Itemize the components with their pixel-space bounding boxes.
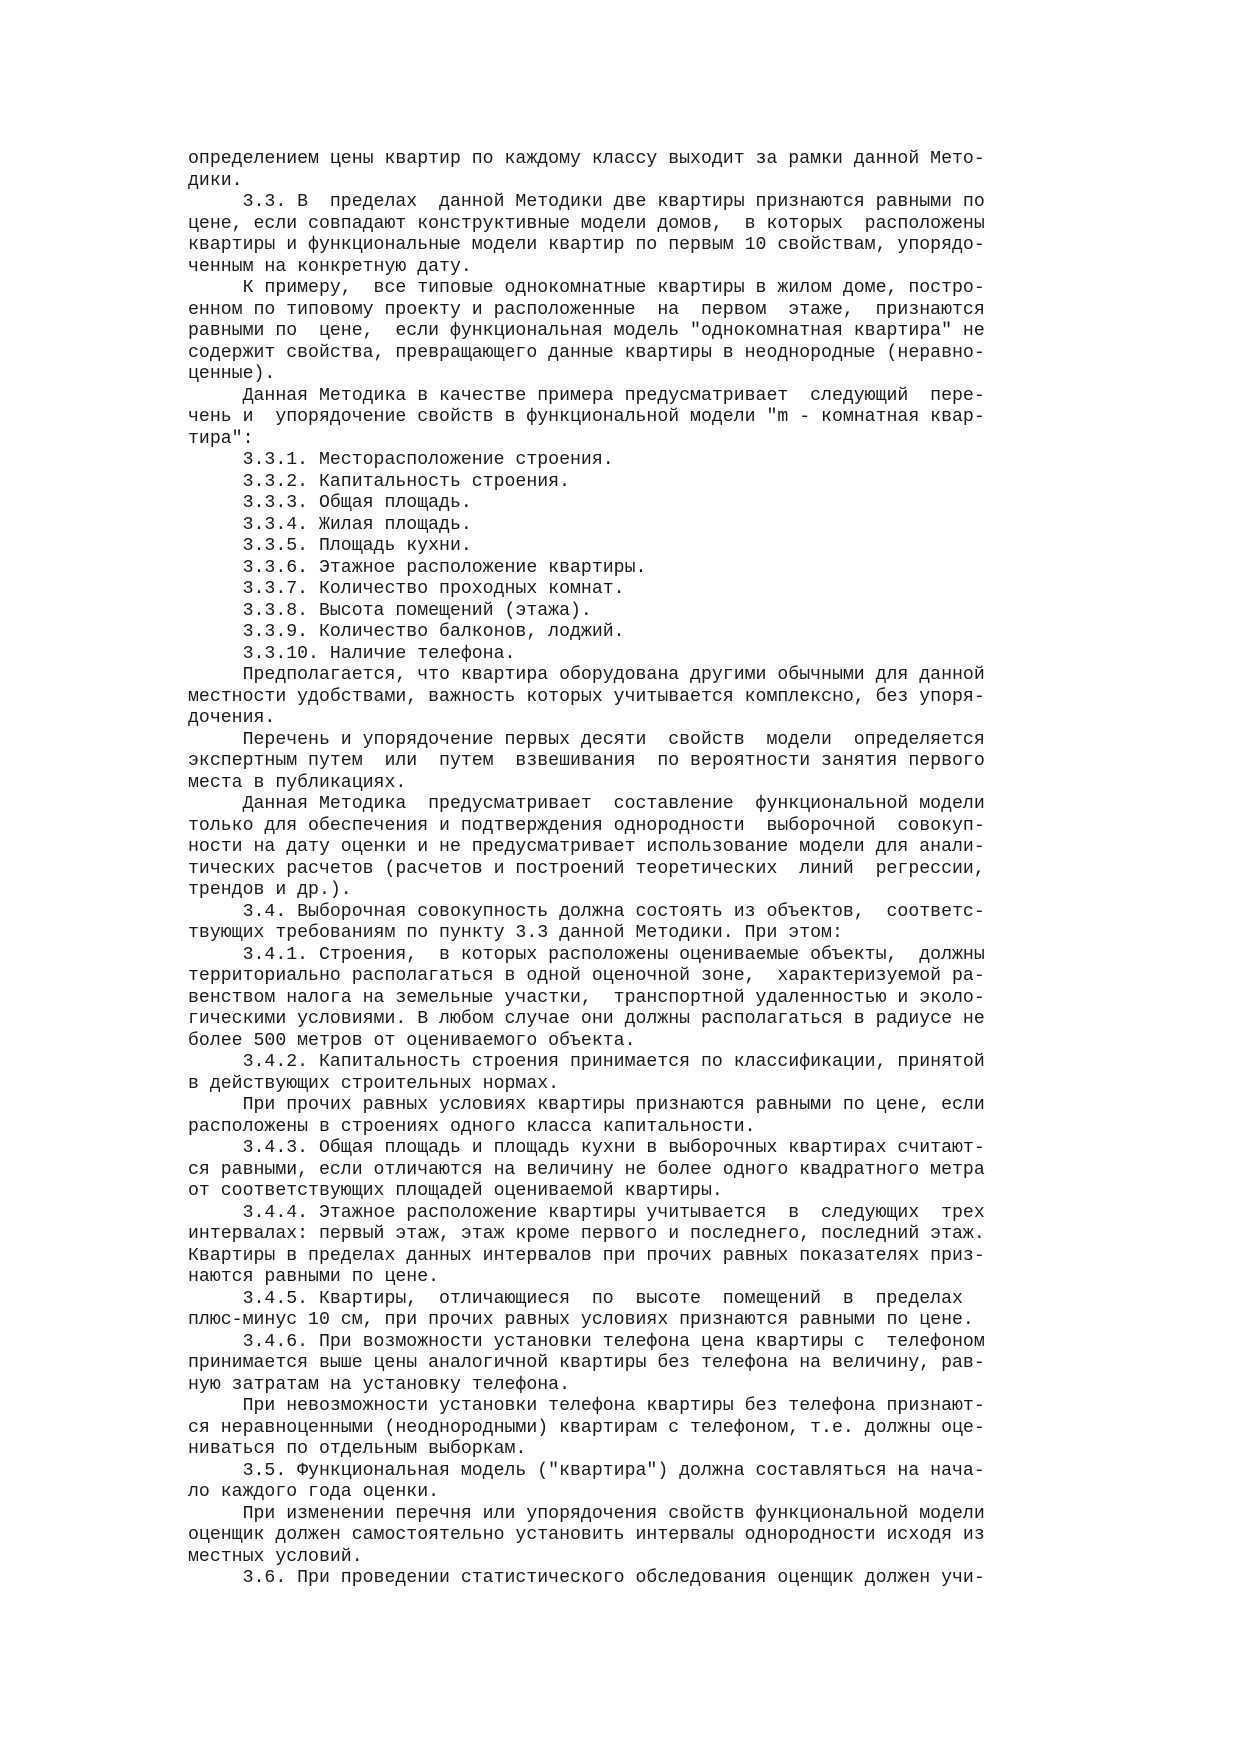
text-line: Данная Методика предусматривает составление функциональной модели [188,794,985,814]
text-line: Перечень и упорядочение первых десяти свойств модели определяется [188,729,985,750]
text-line: 3.5. Функциональная модель ("квартира") должна составляться на нача- [188,1460,985,1481]
text-line: 3.3.7. Количество проходных комнат. [188,579,625,599]
text-line: твующих требованиям по пункту 3.3 данной Методики. При этом: [188,923,843,943]
text-line: ся равными, если отличаются на величину не более одного квадратного метра [188,1159,985,1180]
text-line: принимается выше цены аналогичной квартиры без телефона на величину, рав- [188,1353,985,1373]
text-line: от соответствующих площадей оцениваемой квартиры. [188,1181,723,1201]
text-line: 3.4.4. Этажное расположение квартиры учитывается в следующих трех [188,1202,985,1223]
text-line: 3.4.5. Квартиры, отличающиеся по высоте помещений в пределах [188,1288,963,1309]
text-line: При невозможности установки телефона квартиры без телефона признают- [188,1396,985,1416]
text-line: 3.3. В пределах данной Методики две квартиры признаются равными по [188,192,985,212]
text-line: трендов и др.). [188,880,352,900]
text-line: дики. [188,170,243,191]
text-line: венством налога на земельные участки, транспортной удаленностью и эколо- [188,987,985,1008]
text-line: 3.3.9. Количество балконов, лоджий. [188,622,625,642]
text-line: ниваться по отдельным выборкам. [188,1439,527,1459]
text-line: экспертным путем или путем взвешивания по вероятности занятия первого [188,751,985,771]
text-line: 3.4. Выборочная совокупность должна состоять из объектов, соответс- [188,901,985,922]
text-line: К примеру, все типовые однокомнатные квартиры в жилом доме, постро- [188,278,985,298]
text-line: определением цены квартир по каждому классу выходит за рамки данной Мето- [188,149,985,169]
text-line: Данная Методика в качестве примера предусматривает следующий пере- [188,385,985,406]
text-line: оценщик должен самостоятельно установить интервалы однородности исходя из [188,1525,985,1545]
text-line: ности на дату оценки и не предусматривает использование модели для анали- [188,837,985,857]
text-line: Квартиры в пределах данных интервалов при прочих равных показателях приз- [188,1245,985,1266]
text-line: местных условий. [188,1546,363,1567]
text-line: дочения. [188,708,276,728]
text-line: енном по типовому проекту и расположенные на первом этаже, признаются [188,299,985,320]
text-line: При прочих равных условиях квартиры признаются равными по цене, если [188,1095,985,1115]
text-line: плюс-минус 10 см, при прочих равных условиях признаются равными по цене. [188,1310,974,1330]
text-line: расположены в строениях одного класса капитальности. [188,1116,756,1137]
text-line: ло каждого года оценки. [188,1482,440,1502]
document-page [188,149,1028,1590]
text-line: тических расчетов (расчетов и построений теоретических линий регрессии, [188,858,985,879]
text-line: 3.4.2. Капитальность строения принимается по классификации, принятой [188,1052,985,1072]
text-line: гическими условиями. В любом случае они должны располагаться в радиусе не [188,1009,985,1029]
text-line: 3.3.10. Наличие телефона. [188,643,516,664]
text-line: в действующих строительных нормах. [188,1073,560,1094]
text-line: При изменении перечня или упорядочения свойств функциональной модели [188,1503,985,1524]
text-line: ную затратам на установку телефона. [188,1374,570,1395]
text-line: только для обеспечения и подтверждения однородности выборочной совокуп- [188,815,985,836]
text-line: интервалах: первый этаж, этаж кроме первого и последнего, последний этаж. [188,1224,985,1244]
text-line: 3.3.1. Месторасположение строения. [188,450,614,470]
text-line: содержит свойства, превращающего данные квартиры в неоднородные (неравно- [188,342,985,363]
text-line: ся неравноценными (неоднородными) квартирам с телефоном, т.е. должны оце- [188,1417,985,1438]
text-line: 3.4.3. Общая площадь и площадь кухни в выборочных квартирах считают- [188,1138,985,1158]
text-line: квартиры и функциональные модели квартир по первым 10 свойствам, упорядо- [188,235,985,255]
text-line: 3.3.8. Высота помещений (этажа). [188,600,592,621]
text-line: 3.6. При проведении статистического обследования оценщик должен учи- [188,1568,985,1588]
text-line: тира": [188,428,254,449]
text-line: более 500 метров от оцениваемого объекта. [188,1030,636,1051]
text-line: ченным на конкретную дату. [188,256,472,277]
text-line: ценные). [188,364,276,384]
text-line: Предполагается, что квартира оборудована другими обычными для данной [188,665,985,685]
text-line: места в публикациях. [188,772,407,793]
text-line: местности удобствами, важность которых учитывается комплексно, без упоря- [188,686,985,707]
text-line: 3.4.1. Строения, в которых расположены оцениваемые объекты, должны [188,944,985,965]
text-line: чень и упорядочение свойств в функциональной модели "m - комнатная квар- [188,407,985,427]
text-line: наются равными по цене. [188,1267,440,1287]
text-line: 3.3.2. Капитальность строения. [188,471,570,492]
text-line: 3.3.5. Площадь кухни. [188,536,472,556]
text-line: территориально располагаться в одной оценочной зоне, характеризуемой ра- [188,966,985,986]
text-line: цене, если совпадают конструктивные модели домов, в которых расположены [188,213,985,234]
text-line: 3.4.6. При возможности установки телефона цена квартиры с телефоном [188,1331,985,1352]
text-line: 3.3.4. Жилая площадь. [188,514,472,535]
text-line: 3.3.6. Этажное расположение квартиры. [188,557,647,578]
text-line: 3.3.3. Общая площадь. [188,493,472,513]
text-line: равными по цене, если функциональная модель "однокомнатная квартира" не [188,321,985,341]
